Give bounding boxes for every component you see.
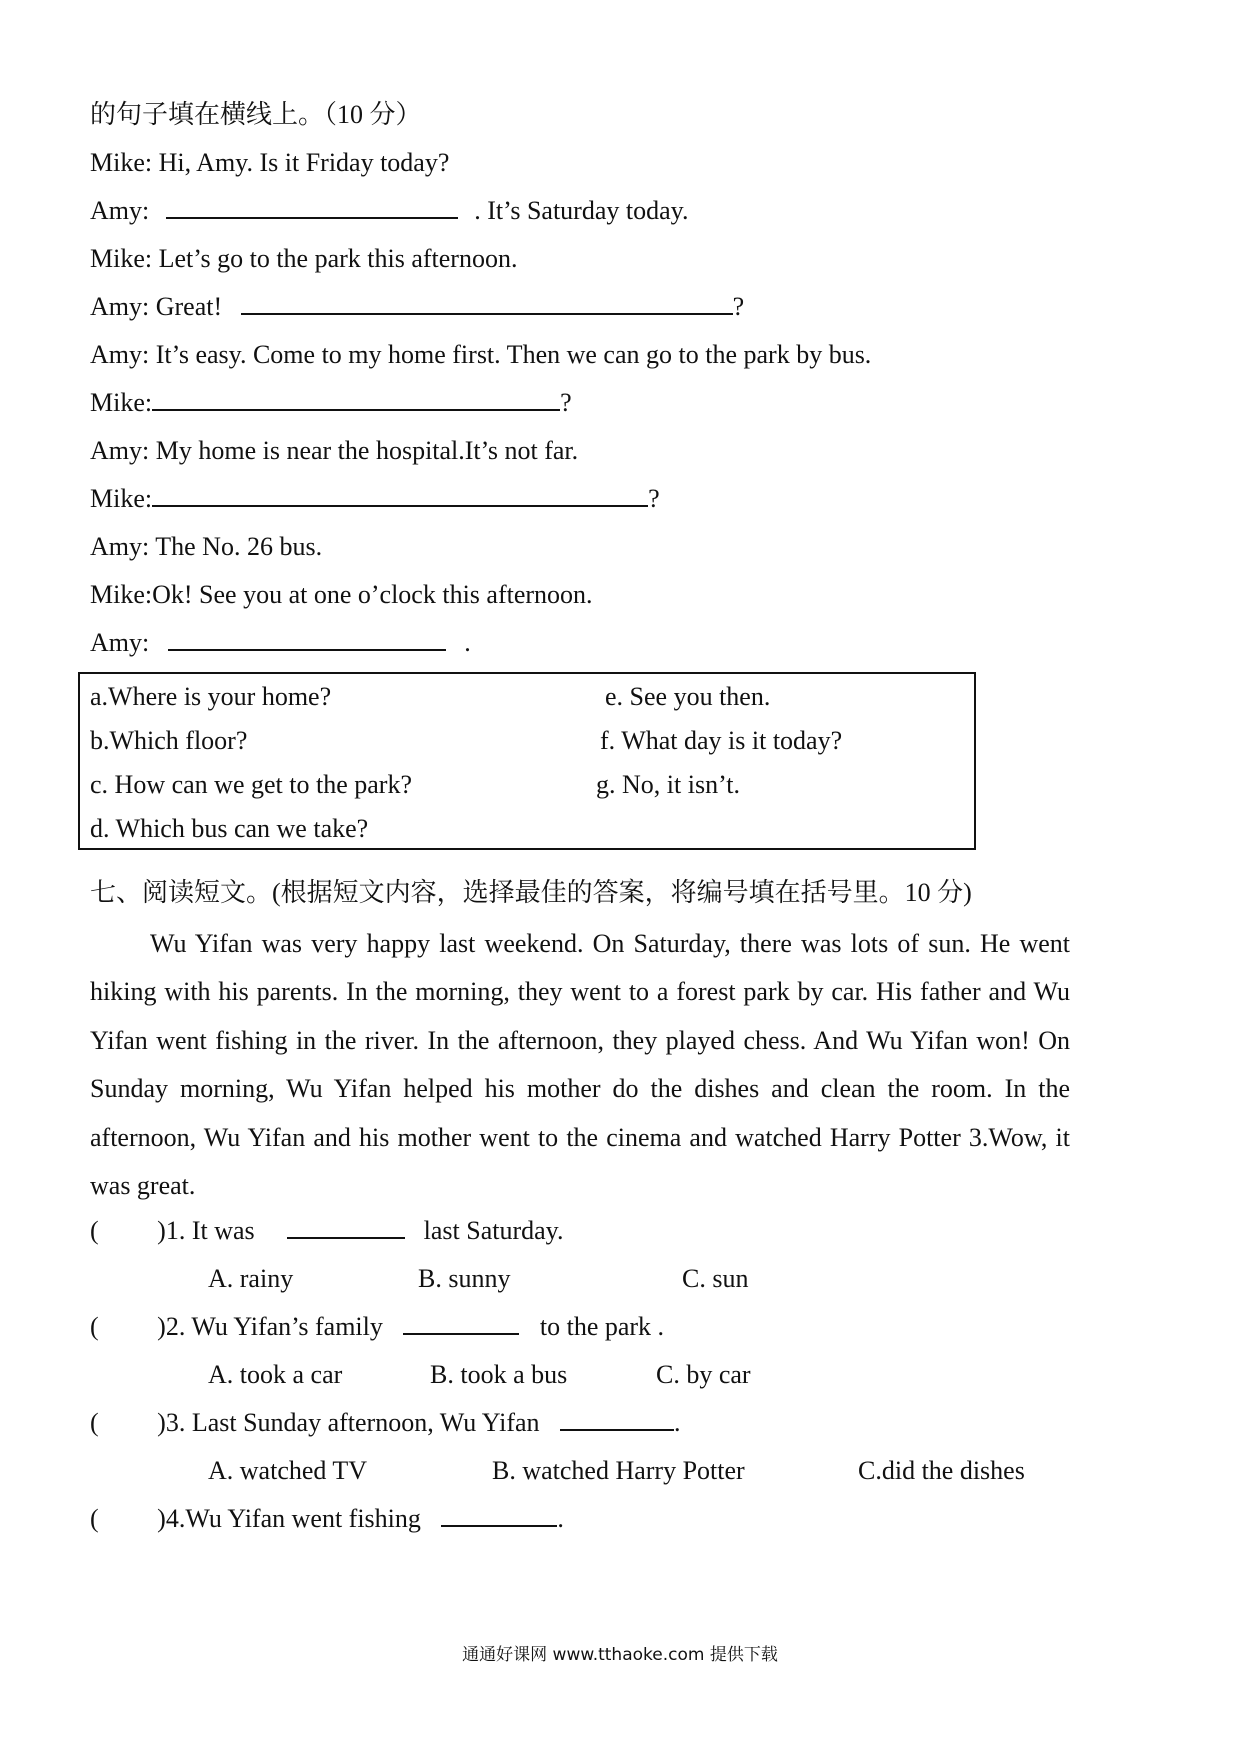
question-1-choice-b: B. sunny — [418, 1264, 511, 1293]
question-3-choice-a: A. watched TV — [208, 1456, 368, 1485]
answer-blank-5[interactable] — [168, 627, 446, 651]
dialogue-line-6 — [90, 386, 572, 420]
line-suffix: ? — [560, 388, 572, 417]
question-2-choice-a: A. took a car — [208, 1360, 343, 1389]
question-text: )2. Wu Yifan’s family — [157, 1312, 383, 1341]
question-text: )3. Last Sunday afternoon, Wu Yifan — [157, 1408, 540, 1437]
speaker-label: Amy: — [90, 628, 150, 657]
dialogue-line-4 — [90, 290, 744, 324]
question-2-choice-b: B. took a bus — [430, 1360, 568, 1389]
option-f: f. What day is it today? — [600, 726, 843, 755]
dialogue-line-7: Amy: My home is near the hospital.It’s not far. — [90, 436, 579, 465]
answer-blank-1[interactable] — [166, 195, 458, 219]
question-1 — [90, 1214, 564, 1248]
dialogue-line-5: Amy: It’s easy. Come to my home first. Then we can go to the park by bus. — [90, 340, 872, 369]
option-c: c. How can we get to the park? — [90, 770, 412, 799]
dialogue-line-10: Mike:Ok! See you at one o’clock this afternoon. — [90, 580, 593, 609]
dialogue-line-9: Amy: The No. 26 bus. — [90, 532, 323, 561]
speaker-label: Mike: — [90, 484, 153, 513]
footer-credit: 通通好课网 www.tthaoke.com 提供下载 — [462, 1645, 778, 1665]
options-box — [78, 672, 976, 850]
question-1-choice-c: C. sun — [682, 1264, 749, 1293]
speaker-label: Amy: Great! — [90, 292, 223, 321]
instruction-text: 的句子填在横线上。（10 分） — [90, 100, 422, 129]
question-text-end: to the park . — [539, 1312, 665, 1341]
answer-paren[interactable]: ( — [90, 1216, 99, 1245]
question-blank — [287, 1215, 405, 1239]
dialogue-line-3: Mike: Let’s go to the park this afternoon. — [90, 244, 518, 273]
option-d: d. Which bus can we take? — [90, 814, 369, 843]
question-blank — [403, 1311, 519, 1335]
option-g: g. No, it isn’t. — [596, 770, 740, 799]
dialogue-line-11 — [90, 626, 471, 660]
question-text-end: . — [557, 1504, 564, 1533]
question-blank — [441, 1503, 557, 1527]
question-3 — [90, 1406, 681, 1440]
line-suffix: . — [464, 628, 471, 657]
reading-passage: Wu Yifan was very happy last weekend. On Saturday, there was lots of sun. He went hiking with his parents. In the morning, they went to a forest park by car. His father and Wu Yifan went fishing in the river. In the afternoon, they played chess. And Wu Yifan won! On Sunday morning, Wu Yifan helped his mother do the dishes and clean the room. In the afternoon, Wu Yifan and his mother went to the cinema and watched Harry Potter 3.Wow, it was great. — [90, 929, 1070, 1201]
answer-paren[interactable]: ( — [90, 1408, 99, 1437]
section-7-heading: 七、阅读短文。(根据短文内容，选择最佳的答案，将编号填在括号里。10 分) — [90, 878, 972, 907]
option-b: b.Which floor? — [90, 726, 248, 755]
answer-blank-2[interactable] — [241, 291, 733, 315]
question-1-choice-a: A. rainy — [208, 1264, 294, 1293]
option-a: a.Where is your home? — [90, 682, 332, 711]
question-blank — [560, 1407, 674, 1431]
speaker-label: Amy: — [90, 196, 150, 225]
dialogue-line-8 — [90, 482, 660, 516]
answer-paren[interactable]: ( — [90, 1504, 99, 1533]
question-3-choice-c: C.did the dishes — [858, 1456, 1025, 1485]
question-text: )1. It was — [157, 1216, 255, 1245]
question-2 — [90, 1310, 664, 1344]
option-e: e. See you then. — [605, 682, 771, 711]
question-4 — [90, 1502, 564, 1536]
question-3-choice-b: B. watched Harry Potter — [492, 1456, 745, 1485]
dialogue-line-2 — [90, 194, 688, 228]
answer-blank-4[interactable] — [152, 483, 648, 507]
line-suffix: ? — [648, 484, 660, 513]
question-text: )4.Wu Yifan went fishing — [157, 1504, 421, 1533]
dialogue-line-1: Mike: Hi, Amy. Is it Friday today? — [90, 148, 450, 177]
speaker-label: Mike: — [90, 388, 153, 417]
question-2-choice-c: C. by car — [656, 1360, 751, 1389]
line-suffix: . It’s Saturday today. — [474, 196, 689, 225]
answer-blank-3[interactable] — [152, 387, 560, 411]
question-text-end: last Saturday. — [423, 1216, 564, 1245]
question-text-end: . — [674, 1408, 681, 1437]
answer-paren[interactable]: ( — [90, 1312, 99, 1341]
line-suffix: ? — [732, 292, 745, 321]
